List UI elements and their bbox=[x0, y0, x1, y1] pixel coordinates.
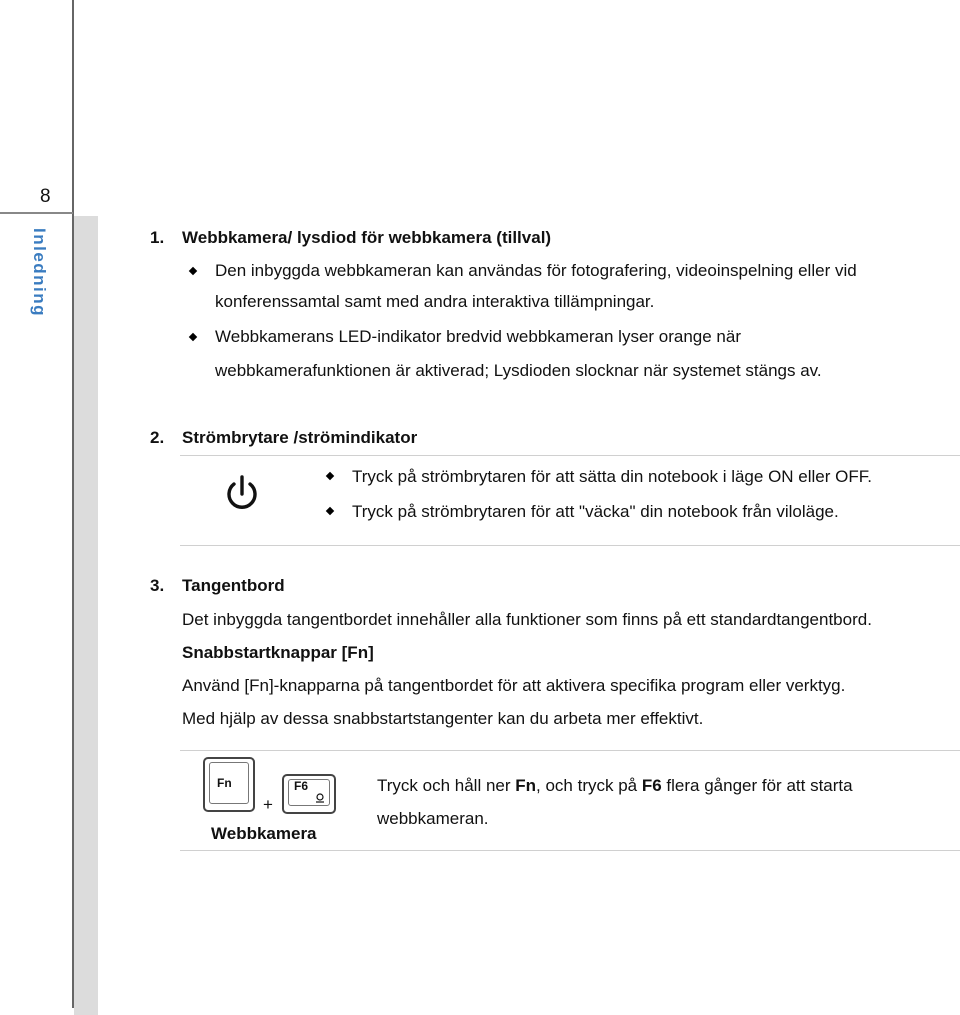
hotkey-desc-mid: , och tryck på bbox=[536, 776, 642, 795]
f6-key bbox=[282, 774, 336, 814]
hotkey-description-line-2: webbkameran. bbox=[377, 809, 489, 828]
bullet-icon bbox=[189, 267, 197, 275]
section-2-bottom-rule bbox=[180, 545, 960, 546]
hotkey-caption: Webbkamera bbox=[211, 824, 317, 843]
f6-key-label: F6 bbox=[294, 779, 309, 793]
section-2-title: Strömbrytare /strömindikator bbox=[182, 428, 418, 447]
fn-key bbox=[203, 757, 255, 812]
bullet-icon bbox=[326, 507, 334, 515]
hotkey-description-line-1 bbox=[377, 776, 853, 796]
chapter-label: Inledning bbox=[30, 228, 49, 318]
hotkey-top-rule bbox=[180, 750, 960, 751]
section-3-title: Tangentbord bbox=[182, 576, 285, 595]
page-number: 8 bbox=[40, 186, 51, 207]
hotkey-bottom-rule bbox=[180, 850, 960, 851]
side-bar bbox=[74, 216, 98, 1015]
section-1-bullet-2-line-2: webbkamerafunktionen är aktiverad; Lysdioden slocknar när systemet stängs av. bbox=[215, 361, 822, 380]
section-3-paragraph2-line-2: Med hjälp av dessa snabbstartstangenter kan du arbeta mer effektivt. bbox=[182, 709, 704, 728]
page-number-rule bbox=[0, 212, 73, 214]
hotkey-desc-prefix: Tryck och håll ner bbox=[377, 776, 516, 795]
section-2-number: 2. bbox=[150, 428, 165, 447]
section-2-bullet-2: Tryck på strömbrytaren för att "väcka" din notebook från viloläge. bbox=[352, 502, 839, 521]
plus-sign: + bbox=[263, 795, 273, 814]
bullet-icon bbox=[189, 333, 197, 341]
webcam-icon bbox=[314, 793, 326, 803]
section-3-paragraph: Det inbyggda tangentbordet innehåller alla funktioner som finns på ett standardtangentbord. bbox=[182, 610, 872, 629]
section-1-title: Webbkamera/ lysdiod för webbkamera (tillval) bbox=[182, 228, 552, 247]
section-3-paragraph2-line-1: Använd [Fn]-knapparna på tangentbordet för att aktivera specifika program eller verktyg. bbox=[182, 676, 846, 695]
section-3-number: 3. bbox=[150, 576, 165, 595]
section-1-bullet-1-line-1: Den inbyggda webbkameran kan användas för fotografering, videoinspelning eller vid bbox=[215, 261, 857, 280]
hotkey-desc-key2: F6 bbox=[641, 776, 662, 795]
section-1-bullet-2-line-1: Webbkamerans LED-indikator bredvid webbkameran lyser orange när bbox=[215, 327, 742, 346]
section-1-bullet-1-line-2: konferenssamtal samt med andra interaktiva tillämpningar. bbox=[215, 292, 655, 311]
hotkey-desc-key1: Fn bbox=[515, 776, 537, 795]
section-2-bullet-1: Tryck på strömbrytaren för att sätta din notebook i läge ON eller OFF. bbox=[352, 467, 872, 486]
hotkey-desc-suffix: flera gånger för att starta bbox=[661, 776, 853, 795]
fn-key-label: Fn bbox=[217, 776, 232, 790]
bullet-icon bbox=[326, 472, 334, 480]
section-3-subheading: Snabbstartknappar [Fn] bbox=[182, 643, 374, 662]
section-2-top-rule bbox=[180, 455, 960, 456]
power-icon bbox=[222, 474, 262, 514]
section-1-number: 1. bbox=[150, 228, 165, 247]
